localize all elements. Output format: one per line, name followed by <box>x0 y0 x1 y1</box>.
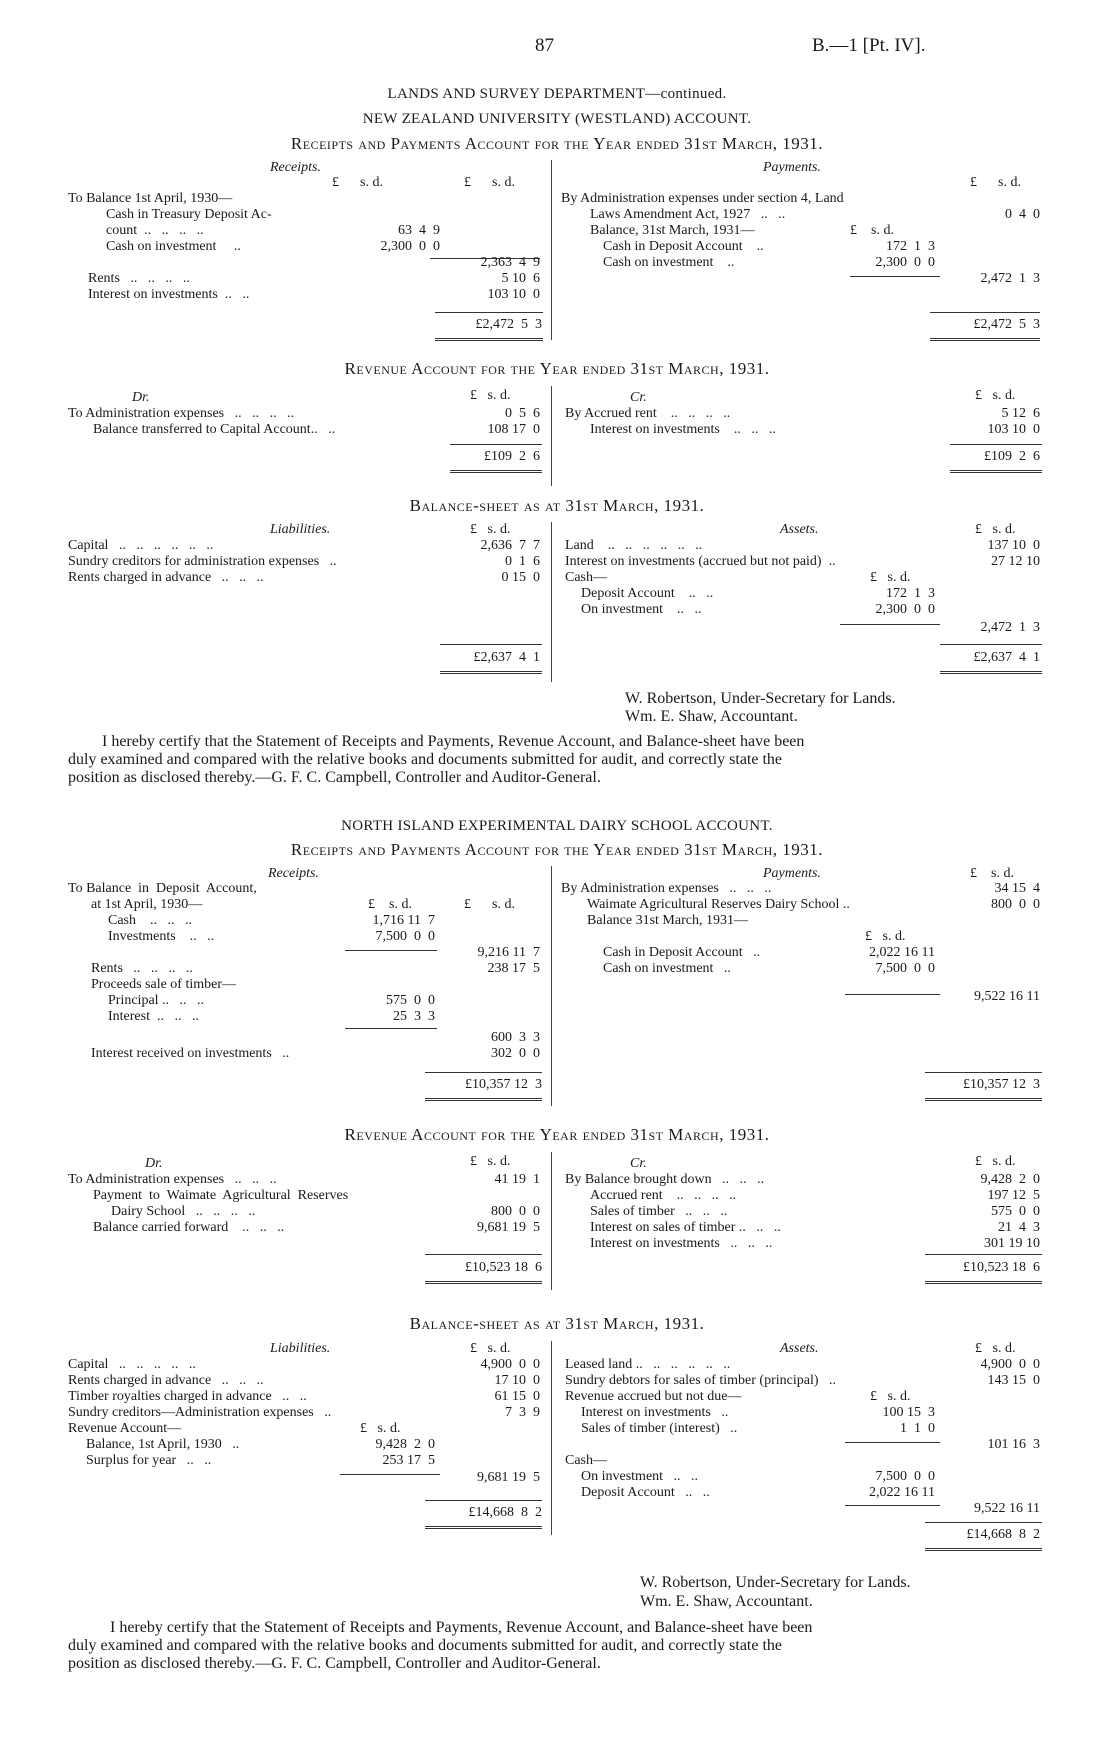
dairy-liability-line: Capital .. .. .. .. .. <box>68 1357 196 1372</box>
westland-liability-line: Sundry creditors for administration expenses .. <box>68 554 337 569</box>
dairy-receipt-line: Cash .. .. .. <box>108 913 192 928</box>
westland-signature-robertson: W. Robertson, Under-Secretary for Lands. <box>625 690 896 707</box>
dairy-receipts-label: Receipts. <box>268 866 319 881</box>
dairy-revenue-credit-total: £10,523 18 6 <box>963 1260 1040 1275</box>
dairy-receipt-amount: 25 3 3 <box>393 1009 435 1024</box>
dairy-revenue-debit: Payment to Waimate Agricultural Reserves <box>93 1188 349 1203</box>
westland-revenue-debit-total: £109 2 6 <box>484 449 540 464</box>
dairy-payment-currency: £ s. d. <box>865 929 906 944</box>
westland-receipt-amount: 103 10 0 <box>487 287 540 302</box>
westland-rp-heading: Receipts and Payments Account for the Year ended 31st March, 1931. <box>290 134 824 153</box>
dairy-certificate-line: duly examined and compared with the relative books and documents submitted for audit, and correctly state the <box>68 1637 783 1654</box>
westland-receipt-line: To Balance 1st April, 1930— <box>68 191 233 206</box>
westland-payment-amount: 2,472 1 3 <box>980 271 1040 286</box>
westland-signature-shaw: Wm. E. Shaw, Accountant. <box>625 708 798 725</box>
westland-asset-amount: 27 12 10 <box>991 554 1040 569</box>
dairy-revenue-debit: To Administration expenses .. .. .. <box>68 1172 277 1187</box>
dairy-receipt-line: Principal .. .. .. <box>108 993 205 1008</box>
dairy-payment-amount: 2,022 16 11 <box>869 945 935 960</box>
westland-rp-currency-c: £ s. d. <box>970 175 1021 190</box>
dairy-revenue-heading: Revenue Account for the Year ended 31st March, 1931. <box>344 1125 770 1144</box>
westland-receipt-amount: 2,363 4 9 <box>480 255 540 270</box>
westland-asset-amount: 2,300 0 0 <box>875 602 935 617</box>
dairy-rp-currency-c: £ s. d. <box>970 866 1014 881</box>
dairy-payment-line: Balance 31st March, 1931— <box>587 913 748 928</box>
westland-revenue-debit-amount: 0 5 6 <box>505 406 540 421</box>
dairy-asset-line: On investment .. .. <box>581 1469 699 1484</box>
dairy-assets-label: Assets. <box>780 1341 819 1356</box>
dairy-certificate-line: position as disclosed thereby.—G. F. C. Campbell, Controller and Auditor-General. <box>68 1655 601 1672</box>
westland-revenue-debit: To Administration expenses .. .. .. .. <box>68 406 295 421</box>
westland-title: NEW ZEALAND UNIVERSITY (WESTLAND) ACCOUNT. <box>362 111 752 127</box>
dairy-receipt-amount: 600 3 3 <box>491 1030 540 1045</box>
dairy-payment-line: Cash in Deposit Account .. <box>603 945 761 960</box>
westland-asset-line: Cash— <box>565 570 607 585</box>
westland-certificate-line: I hereby certify that the Statement of Receipts and Payments, Revenue Account, and Balance-sheet have been <box>102 733 805 750</box>
dairy-liability-amount: 9,681 19 5 <box>477 1470 540 1485</box>
westland-liability-line: Rents charged in advance .. .. .. <box>68 570 264 585</box>
westland-receipt-line: Rents .. .. .. .. <box>88 271 190 286</box>
dairy-rp-heading: Receipts and Payments Account for the Year ended 31st March, 1931. <box>290 840 824 859</box>
westland-receipts-total: £2,472 5 3 <box>475 317 542 332</box>
dairy-cr-label: Cr. <box>630 1156 647 1171</box>
westland-receipts-label: Receipts. <box>270 160 321 175</box>
dairy-asset-amount: 143 15 0 <box>987 1373 1040 1388</box>
westland-revenue-credit-amount: 5 12 6 <box>1001 406 1040 421</box>
dairy-signature-robertson: W. Robertson, Under-Secretary for Lands. <box>640 1574 911 1591</box>
westland-assets-label: Assets. <box>780 522 819 537</box>
westland-bs-currency: £ s. d. <box>975 522 1016 537</box>
dairy-payment-line: By Administration expenses .. .. .. <box>561 881 772 896</box>
dairy-liability-currency: £ s. d. <box>360 1421 401 1436</box>
westland-payment-line: Cash in Deposit Account .. <box>603 239 764 254</box>
dairy-liability-line: Timber royalties charged in advance .. .. <box>68 1389 307 1404</box>
westland-liabilities-total: £2,637 4 1 <box>473 650 540 665</box>
dairy-revenue-credit-amount: 21 4 3 <box>998 1220 1040 1235</box>
westland-asset-currency: £ s. d. <box>870 570 911 585</box>
dairy-liabilities-total: £14,668 8 2 <box>468 1505 542 1520</box>
dairy-revenue-credit: Interest on investments .. .. .. <box>590 1236 773 1251</box>
dairy-liability-line: Balance, 1st April, 1930 .. <box>86 1437 240 1452</box>
dairy-receipt-line: Interest received on investments .. <box>91 1046 290 1061</box>
dairy-asset-amount: 101 16 3 <box>987 1437 1040 1452</box>
dairy-asset-line: Sundry debtors for sales of timber (principal) .. <box>565 1373 836 1388</box>
dairy-revenue-credit-amount: 301 19 10 <box>984 1236 1040 1251</box>
westland-bs-currency: £ s. d. <box>470 522 511 537</box>
westland-payment-currency: £ s. d. <box>850 223 894 238</box>
dairy-title: NORTH ISLAND EXPERIMENTAL DAIRY SCHOOL ACCOUNT. <box>341 818 773 834</box>
dairy-liability-line: Sundry creditors—Administration expenses .. <box>68 1405 332 1420</box>
dairy-asset-currency: £ s. d. <box>870 1389 911 1404</box>
westland-payments-total: £2,472 5 3 <box>973 317 1040 332</box>
westland-payment-line: By Administration expenses under section 4, Land <box>561 191 844 206</box>
westland-payment-amount: 2,300 0 0 <box>875 255 935 270</box>
westland-payments-label: Payments. <box>763 160 821 175</box>
westland-revenue-credit: Interest on investments .. .. .. <box>590 422 776 437</box>
westland-receipt-amount: 5 10 6 <box>501 271 540 286</box>
westland-revenue-currency: £ s. d. <box>470 388 511 403</box>
dairy-receipt-line: at 1st April, 1930— <box>91 897 203 912</box>
dairy-payment-line: Waimate Agricultural Reserves Dairy School .. <box>587 897 850 912</box>
dairy-rp-currency-a: £ s. d. <box>368 897 412 912</box>
westland-receipt-line: Cash on investment .. <box>106 239 241 254</box>
dairy-receipt-line: Rents .. .. .. .. <box>91 961 193 976</box>
dairy-receipts-total: £10,357 12 3 <box>465 1077 542 1092</box>
dairy-payment-amount: 800 0 0 <box>991 897 1040 912</box>
dairy-assets-total: £14,668 8 2 <box>966 1527 1040 1542</box>
westland-cr-label: Cr. <box>630 390 647 405</box>
westland-receipt-line: Interest on investments .. .. <box>88 287 250 302</box>
dairy-asset-amount: 2,022 16 11 <box>869 1485 935 1500</box>
westland-asset-line: Land .. .. .. .. .. .. <box>565 538 703 553</box>
westland-asset-amount: 172 1 3 <box>886 586 935 601</box>
dairy-revenue-credit-amount: 575 0 0 <box>991 1204 1040 1219</box>
dairy-rp-currency-b: £ s. d. <box>464 897 515 912</box>
dairy-receipt-line: Investments .. .. <box>108 929 215 944</box>
dairy-liability-amount: 4,900 0 0 <box>480 1357 540 1372</box>
dairy-revenue-debit-amount: 9,681 19 5 <box>477 1220 540 1235</box>
westland-revenue-currency: £ s. d. <box>975 388 1016 403</box>
westland-liability-line: Capital .. .. .. .. .. .. <box>68 538 214 553</box>
dairy-certificate-line: I hereby certify that the Statement of Receipts and Payments, Revenue Account, and Balance-sheet have been <box>110 1619 813 1636</box>
dairy-payments-label: Payments. <box>763 866 821 881</box>
westland-receipt-amount: 2,300 0 0 <box>380 239 440 254</box>
westland-revenue-debit: Balance transferred to Capital Account.. .. <box>93 422 336 437</box>
dairy-liability-amount: 253 17 5 <box>382 1453 435 1468</box>
dairy-revenue-debit-amount: 800 0 0 <box>491 1204 540 1219</box>
westland-assets-total: £2,637 4 1 <box>973 650 1040 665</box>
westland-dr-label: Dr. <box>132 390 150 405</box>
westland-asset-amount: 2,472 1 3 <box>980 620 1040 635</box>
dairy-liability-amount: 9,428 2 0 <box>375 1437 435 1452</box>
dairy-receipt-amount: 1,716 11 7 <box>372 913 435 928</box>
dairy-asset-line: Cash— <box>565 1453 607 1468</box>
dairy-revenue-credit: Accrued rent .. .. .. .. <box>590 1188 737 1203</box>
dairy-receipt-line: Interest .. .. .. <box>108 1009 199 1024</box>
dairy-liability-amount: 7 3 9 <box>505 1405 540 1420</box>
dairy-receipt-line: Proceeds sale of timber— <box>91 977 237 992</box>
dairy-signature-shaw: Wm. E. Shaw, Accountant. <box>640 1593 813 1610</box>
westland-receipt-amount: 63 4 9 <box>398 223 440 238</box>
department-title: LANDS AND SURVEY DEPARTMENT—continued. <box>387 86 727 102</box>
westland-asset-line: On investment .. .. <box>581 602 702 617</box>
westland-asset-line: Deposit Account .. .. <box>581 586 714 601</box>
westland-liability-amount: 0 15 0 <box>501 570 540 585</box>
westland-payment-line: Laws Amendment Act, 1927 .. .. <box>590 207 786 222</box>
westland-revenue-credit-amount: 103 10 0 <box>987 422 1040 437</box>
westland-revenue-credit: By Accrued rent .. .. .. .. <box>565 406 731 421</box>
dairy-asset-line: Interest on investments .. <box>581 1405 729 1420</box>
dairy-asset-line: Deposit Account .. .. <box>581 1485 710 1500</box>
dairy-revenue-credit-amount: 9,428 2 0 <box>980 1172 1040 1187</box>
dairy-liability-line: Rents charged in advance .. .. .. <box>68 1373 264 1388</box>
dairy-payment-amount: 7,500 0 0 <box>875 961 935 976</box>
dairy-asset-amount: 100 15 3 <box>882 1405 935 1420</box>
dairy-asset-line: Leased land .. .. .. .. .. .. <box>565 1357 731 1372</box>
dairy-revenue-debit-amount: 41 19 1 <box>494 1172 540 1187</box>
dairy-liabilities-label: Liabilities. <box>270 1341 331 1356</box>
dairy-revenue-debit: Dairy School .. .. .. .. <box>111 1204 256 1219</box>
dairy-receipt-amount: 9,216 11 7 <box>477 945 540 960</box>
page-number: 87 <box>535 35 554 56</box>
dairy-receipt-amount: 7,500 0 0 <box>375 929 435 944</box>
westland-payment-line: Balance, 31st March, 1931— <box>590 223 755 238</box>
dairy-payment-amount: 9,522 16 11 <box>974 989 1040 1004</box>
dairy-revenue-credit: By Balance brought down .. .. .. <box>565 1172 765 1187</box>
westland-payment-amount: 0 4 0 <box>1005 207 1040 222</box>
westland-receipt-line: Cash in Treasury Deposit Ac- <box>106 207 272 222</box>
westland-certificate-line: duly examined and compared with the relative books and documents submitted for audit, and correctly state the <box>68 751 783 768</box>
westland-rp-currency-b: £ s. d. <box>464 175 515 190</box>
dairy-revenue-debit: Balance carried forward .. .. .. <box>93 1220 285 1235</box>
westland-liabilities-label: Liabilities. <box>270 522 331 537</box>
westland-bs-heading: Balance-sheet as at 31st March, 1931. <box>409 496 705 515</box>
dairy-revenue-currency: £ s. d. <box>975 1154 1016 1169</box>
dairy-asset-amount: 9,522 16 11 <box>974 1501 1040 1516</box>
dairy-asset-amount: 1 1 0 <box>900 1421 935 1436</box>
dairy-dr-label: Dr. <box>145 1156 163 1171</box>
dairy-asset-amount: 4,900 0 0 <box>980 1357 1040 1372</box>
dairy-revenue-debit-total: £10,523 18 6 <box>465 1260 542 1275</box>
dairy-asset-line: Sales of timber (interest) .. <box>581 1421 738 1436</box>
dairy-revenue-credit-amount: 197 12 5 <box>987 1188 1040 1203</box>
dairy-bs-currency: £ s. d. <box>975 1341 1016 1356</box>
dairy-payment-line: Cash on investment .. <box>603 961 731 976</box>
dairy-liability-line: Revenue Account— <box>68 1421 182 1436</box>
westland-payment-amount: 172 1 3 <box>886 239 935 254</box>
westland-revenue-heading: Revenue Account for the Year ended 31st March, 1931. <box>344 359 770 378</box>
westland-asset-amount: 137 10 0 <box>987 538 1040 553</box>
westland-rp-currency-a: £ s. d. <box>332 175 383 190</box>
dairy-payments-total: £10,357 12 3 <box>963 1077 1040 1092</box>
dairy-bs-heading: Balance-sheet as at 31st March, 1931. <box>409 1314 705 1333</box>
westland-receipt-line: count .. .. .. .. <box>106 223 204 238</box>
dairy-liability-amount: 17 10 0 <box>494 1373 540 1388</box>
dairy-bs-currency: £ s. d. <box>470 1341 511 1356</box>
westland-liability-amount: 0 1 6 <box>505 554 540 569</box>
dairy-revenue-currency: £ s. d. <box>470 1154 511 1169</box>
dairy-revenue-credit: Sales of timber .. .. .. <box>590 1204 728 1219</box>
westland-revenue-credit-total: £109 2 6 <box>984 449 1040 464</box>
westland-revenue-debit-amount: 108 17 0 <box>487 422 540 437</box>
document-reference: B.—1 [Pt. IV]. <box>812 35 926 56</box>
westland-liability-amount: 2,636 7 7 <box>480 538 540 553</box>
dairy-receipt-amount: 575 0 0 <box>386 993 435 1008</box>
dairy-asset-amount: 7,500 0 0 <box>875 1469 935 1484</box>
dairy-asset-line: Revenue accrued but not due— <box>565 1389 742 1404</box>
westland-asset-line: Interest on investments (accrued but not paid) .. <box>565 554 836 569</box>
westland-payment-line: Cash on investment .. <box>603 255 735 270</box>
dairy-payment-amount: 34 15 4 <box>994 881 1040 896</box>
dairy-revenue-credit: Interest on sales of timber .. .. .. <box>590 1220 781 1235</box>
dairy-receipt-amount: 238 17 5 <box>487 961 540 976</box>
dairy-receipt-line: To Balance in Deposit Account, <box>68 881 257 896</box>
westland-certificate-line: position as disclosed thereby.—G. F. C. Campbell, Controller and Auditor-General. <box>68 769 601 786</box>
dairy-liability-amount: 61 15 0 <box>494 1389 540 1404</box>
dairy-receipt-amount: 302 0 0 <box>491 1046 540 1061</box>
dairy-liability-line: Surplus for year .. .. <box>86 1453 212 1468</box>
